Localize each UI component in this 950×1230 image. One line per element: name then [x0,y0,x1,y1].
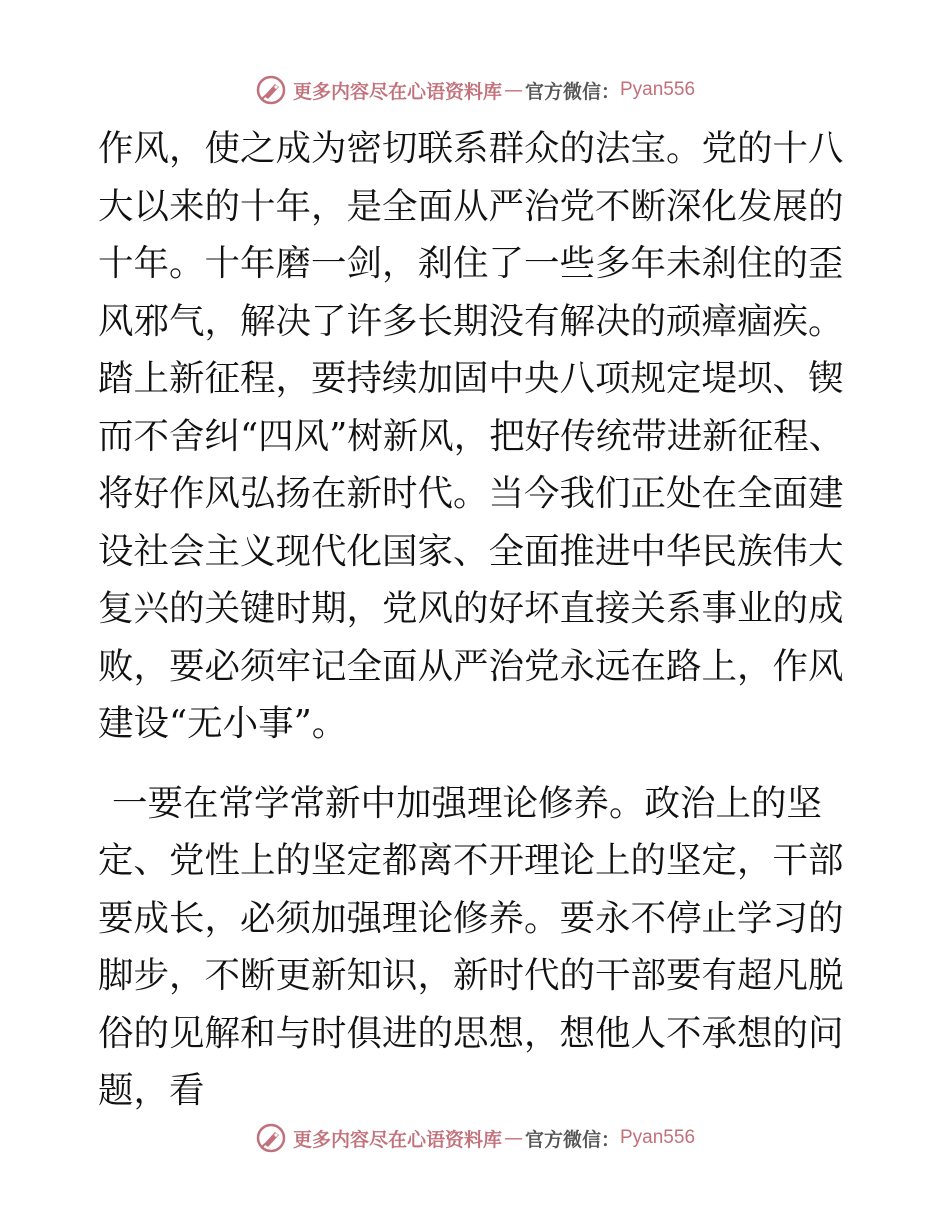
watermark-dash: — [503,1127,523,1149]
pen-nib-logo-icon [255,74,287,106]
watermark-wechat-handle: Pyan556 [620,1127,696,1148]
watermark-wechat-label: 官方微信： [524,1128,620,1151]
watermark-lead-text: 更多内容尽在心语资料库 [292,80,502,103]
pen-nib-logo-icon [255,1122,287,1154]
watermark-wechat-label: 官方微信： [524,80,620,103]
watermark-dash: — [503,79,523,101]
paragraph-2: 一要在常学常新中加强理论修养。政治上的坚定、党性上的坚定都离不开理论上的坚定，干部要成长，必须加强理论修养。要永不停止学习的脚步，不断更新知识，新时代的干部要有超凡脱俗的见解和与时俱进的思想，想他人不承想的问题，看 [98,782,844,1111]
paragraph-1: 作风，使之成为密切联系群众的法宝。党的十八大以来的十年，是全面从严治党不断深化发展的十年。十年磨一剑，刹住了一些多年未刹住的歪风邪气，解决了许多长期没有解决的顽瘴痼疾。踏上新征程，要持续加固中央八项规定堤坝、锲而不舍纠“四风”树新风，把好传统带进新征程、将好作风弘扬在新时代。当今我们正处在全面建设社会主义现代化国家、全面推进中华民族伟大复兴的关键时期，党风的好坏直接关系事业的成败，要必须牢记全面从严治党永远在路上，作风建设“无小事”。 [98,128,845,744]
document-body [98,120,858,1120]
watermark-wechat-handle: Pyan556 [620,79,696,100]
header-watermark [0,70,950,110]
footer-watermark [0,1118,950,1158]
watermark-lead-text: 更多内容尽在心语资料库 [292,1128,502,1151]
